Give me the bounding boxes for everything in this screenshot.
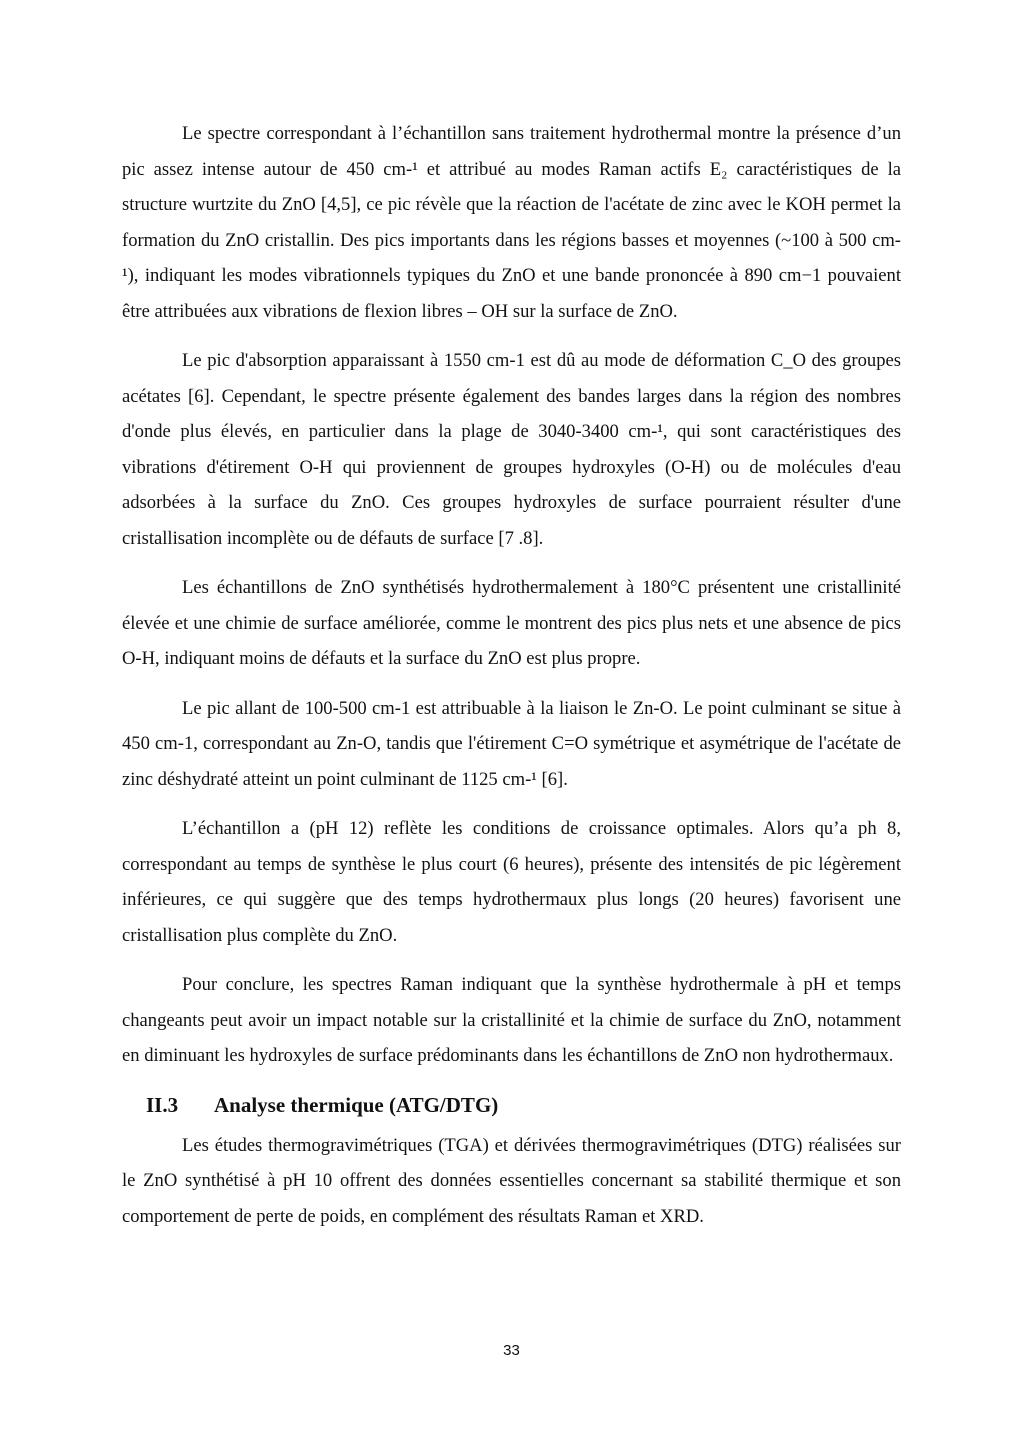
paragraph-raman-untreated: Le spectre correspondant à l’échantillon sans traitement hydrothermal montre la présence d’un pic assez intense autour de 450 cm-¹ et attribué au modes Raman actifs E₂ caractéristiques de la structure wurtzite du ZnO [4,5], ce pic révèle que la réaction de l'acétate de zinc avec le KOH permet la formation du ZnO cristallin. Des pics importants dans les régions basses et moyennes (~100 à 500 cm-¹), indiquant les modes vibrationnels typiques du ZnO et une bande prononcée à 890 cm−1 pouvaient être attribuées aux vibrations de flexion libres – OH sur la surface de ZnO.: [122, 123, 901, 322]
paragraph-thermal-analysis: Les études thermogravimétriques (TGA) et dérivées thermogravimétriques (DTG) réalisées sur le ZnO synthétisé à pH 10 offrent des données essentielles concernant sa stabilité thermique et son comportement de perte de poids, en complément des résultats Raman et XRD.: [122, 1134, 901, 1227]
section-heading: [122, 1088, 901, 1122]
paragraph-conclusion: Pour conclure, les spectres Raman indiquant que la synthèse hydrothermale à pH et temps changeants peut avoir un impact notable sur la cristallinité et la chimie de surface du ZnO, notamment en diminuant les hydroxyles de surface prédominants dans les échantillons de ZnO non hydrothermaux.: [122, 974, 901, 1066]
section-number: II.3: [146, 1092, 179, 1117]
document-body: [122, 116, 901, 1248]
page-number: 33: [503, 1342, 520, 1359]
paragraph-ph12-sample: L’échantillon a (pH 12) reflète les conditions de croissance optimales. Alors qu’a ph 8, correspondant au temps de synthèse le plus court (6 heures), présente des intensités de pic légèrement inférieures, ce qui suggère que des temps hydrothermaux plus longs (20 heures) favorisent une cristallisation plus complète du ZnO.: [122, 818, 901, 946]
paragraph-hydrothermal-samples: Les échantillons de ZnO synthétisés hydrothermalement à 180°C présentent une cristallinité élevée et une chimie de surface améliorée, comme le montrent des pics plus nets et une absence de pics O-H, indiquant moins de défauts et la surface du ZnO est plus propre.: [122, 577, 901, 669]
paragraph-zn-o-peak: Le pic allant de 100-500 cm-1 est attribuable à la liaison le Zn-O. Le point culminant se situe à 450 cm-1, correspondant au Zn-O, tandis que l'étirement C=O symétrique et asymétrique de l'acétate de zinc déshydraté atteint un point culminant de 1125 cm-¹ [6].: [122, 697, 901, 790]
section-title: Analyse thermique (ATG/DTG): [214, 1092, 499, 1117]
paragraph-absorption-peak: Le pic d'absorption apparaissant à 1550 cm-1 est dû au mode de déformation C_O des groupes acétates [6]. Cependant, le spectre présente également des bandes larges dans la région des nombres d'onde plus élevés, en particulier dans la plage de 3040-3400 cm-¹, qui sont caractéristiques des vibrations d'étirement O-H qui proviennent de groupes hydroxyles (O-H) ou de molécules d'eau adsorbées à la surface du ZnO. Ces groupes hydroxyles de surface pourraient résulter d'une cristallisation incomplète ou de défauts de surface [7 .8].: [122, 350, 901, 549]
